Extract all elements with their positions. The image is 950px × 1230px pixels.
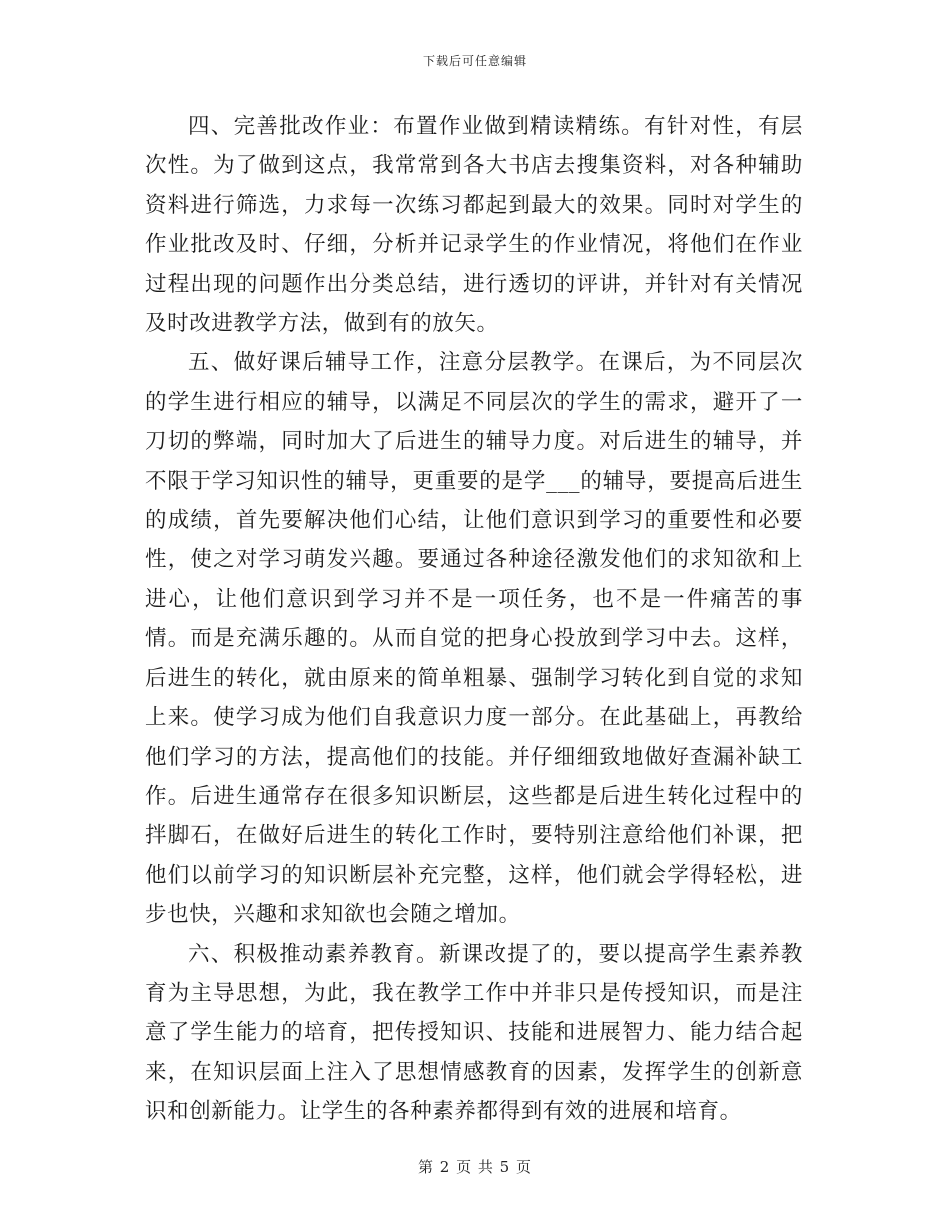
paragraph-tutoring: 五、做好课后辅导工作，注意分层教学。在课后，为不同层次的学生进行相应的辅导，以满足不同层次的学生的需求，避开了一刀切的弊端，同时加大了后进生的辅导力度。对后进生的辅导，并不限于学习知识性的辅导，更重要的是学___的辅导，要提高后进生的成绩，首先要解决他们心结，让他们意识到学习的重要性和必要性，使之对学习萌发兴趣。要通过各种途径激发他们的求知欲和上进心，让他们意识到学习并不是一项任务，也不是一件痛苦的事情。而是充满乐趣的。从而自觉的把身心投放到学习中去。这样，后进生的转化，就由原来的简单粗暴、强制学习转化到自觉的求知上来。使学习成为他们自我意识力度一部分。在此基础上，再教给他们学习的方法，提高他们的技能。并仔细细致地做好查漏补缺工作。后进生通常存在很多知识断层，这些都是后进生转化过程中的拌脚石，在做好后进生的转化工作时，要特别注意给他们补课，把他们以前学习的知识断层补充完整，这样，他们就会学得轻松，进步也快，兴趣和求知欲也会随之增加。 [145,350,803,928]
paragraph-homework: 四、完善批改作业：布置作业做到精读精练。有针对性，有层次性。为了做到这点，我常常到各大书店去搜集资料，对各种辅助资料进行筛选，力求每一次练习都起到最大的效果。同时对学生的作业批改及时、仔细，分析并记录学生的作业情况，将他们在作业过程出现的问题作出分类总结，进行透切的评讲，并针对有关情况及时改进教学方法，做到有的放矢。 [145,114,803,337]
document-body [145,107,803,1132]
paragraph-quality-education: 六、积极推动素养教育。新课改提了的，要以提高学生素养教育为主导思想，为此，我在教学工作中并非只是传授知识，而是注意了学生能力的培育，把传授知识、技能和进展智力、能力结合起来，在知识层面上注入了思想情感教育的因素，发挥学生的创新意识和创新能力。让学生的各种素养都得到有效的进展和培育。 [145,941,803,1125]
page-number: 第 2 页 共 5 页 [418,1158,532,1176]
page-header: 下载后可任意编辑 [422,54,527,68]
